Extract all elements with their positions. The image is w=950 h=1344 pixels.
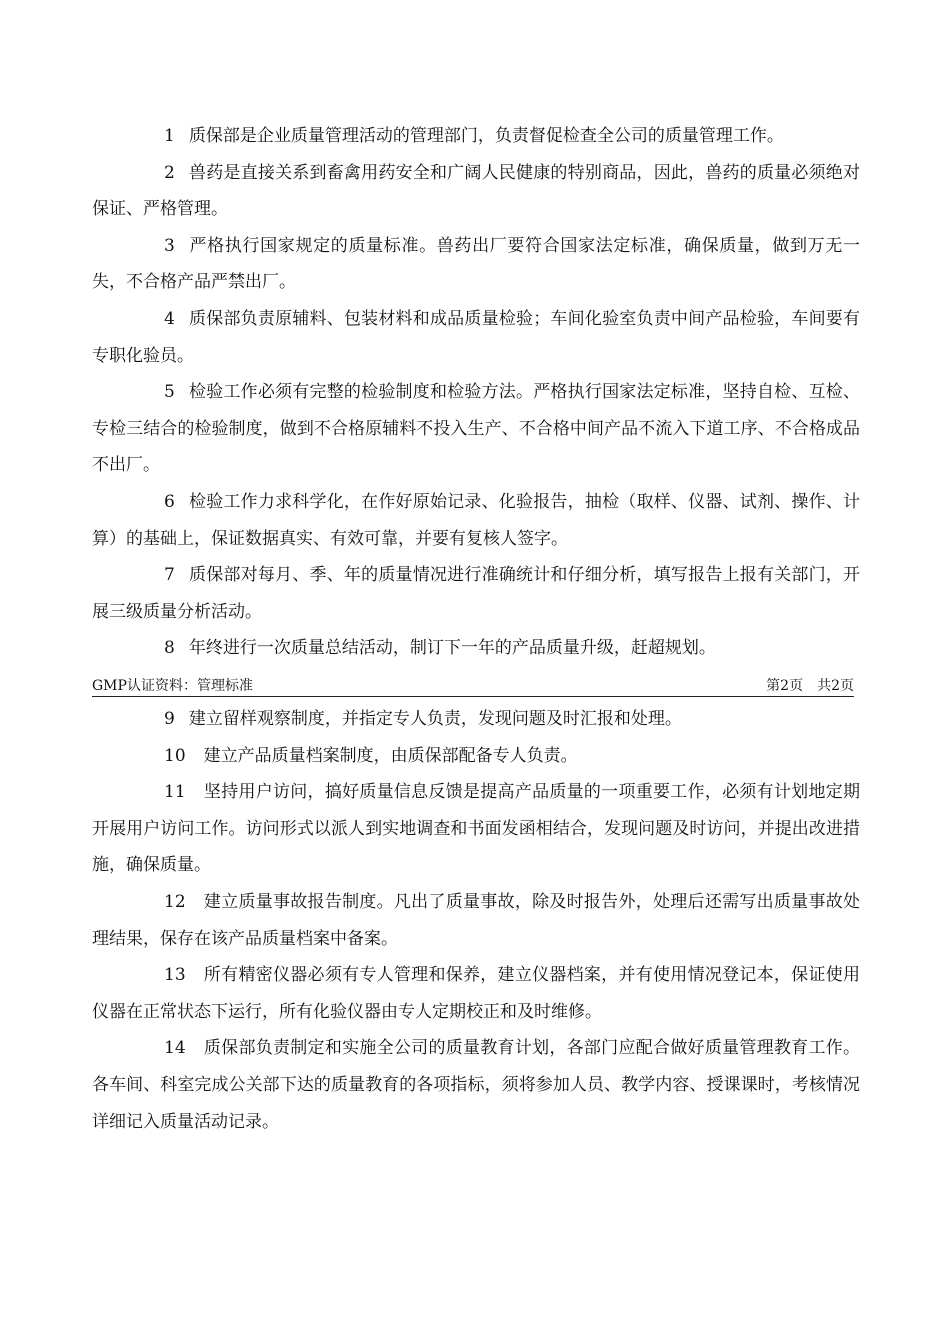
paragraph-text: 质保部对每月、季、年的质量情况进行准确统计和仔细分析，填写报告上报有关部门，开展三级质量分析活动。 [92,565,860,622]
page-footer [92,676,854,697]
content-section-1 [92,118,860,667]
paragraph-text: 检验工作必须有完整的检验制度和检验方法。严格执行国家法定标准，坚持自检、互检、专检三结合的检验制度，做到不合格原辅料不投入生产、不合格中间产品不流入下道工序、不合格成品不出厂。 [92,382,860,476]
paragraph-3 [92,228,860,301]
paragraph-text: 严格执行国家规定的质量标准。兽药出厂要符合国家法定标准，确保质量，做到万无一失，不合格产品严禁出厂。 [92,235,860,293]
paragraph-text: 检验工作力求科学化，在作好原始记录、化验报告，抽检（取样、仪器、试剂、操作、计算）的基础上，保证数据真实、有效可靠，并要有复核人签字。 [92,491,860,549]
paragraph-text: 建立留样观察制度，并指定专人负责，发现问题及时汇报和处理。 [188,709,682,729]
paragraph-number: 14 [164,1038,186,1059]
footer-page-info [766,676,854,696]
paragraph-text: 建立产品质量档案制度，由质保部配备专人负责。 [203,745,578,766]
paragraph-1 [92,118,860,155]
paragraph-4 [92,301,860,374]
paragraph-5 [92,374,860,484]
footer-page-total: 共2页 [817,678,854,694]
paragraph-14 [92,1030,860,1140]
paragraph-9 [92,701,860,738]
paragraph-number: 7 [164,565,175,586]
paragraph-text: 所有精密仪器必须有专人管理和保养，建立仪器档案，并有使用情况登记本，保证使用仪器在正常状态下运行，所有化验仪器由专人定期校正和及时维修。 [92,965,860,1022]
paragraph-number: 5 [164,382,175,403]
paragraph-13 [92,957,860,1030]
footer-page-number: 第2页 [766,678,804,694]
paragraph-number: 12 [164,891,186,912]
paragraph-text: 年终进行一次质量总结活动，制订下一年的产品质量升级，赶超规划。 [188,638,716,659]
paragraph-number: 4 [164,308,175,329]
paragraph-number: 9 [164,709,175,729]
paragraph-number: 1 [164,126,175,146]
content-section-2 [92,701,860,1140]
paragraph-11 [92,774,860,884]
paragraph-7 [92,557,860,630]
paragraph-number: 11 [164,782,186,803]
paragraph-number: 3 [164,235,175,256]
paragraph-number: 13 [164,965,186,986]
paragraph-number: 2 [164,162,175,183]
paragraph-text: 兽药是直接关系到畜禽用药安全和广阔人民健康的特别商品，因此，兽药的质量必须绝对保证、严格管理。 [92,162,860,220]
paragraph-text: 质保部负责制定和实施全公司的质量教育计划，各部门应配合做好质量管理教育工作。各车间、科室完成公关部下达的质量教育的各项指标，须将参加人员、教学内容、授课课时，考核情况详细记入质量活动记录。 [92,1038,860,1132]
paragraph-number: 10 [164,745,186,766]
paragraph-text: 建立质量事故报告制度。凡出了质量事故，除及时报告外，处理后还需写出质量事故处理结果，保存在该产品质量档案中备案。 [92,891,860,949]
paragraph-8 [92,630,860,667]
paragraph-text: 坚持用户访问，搞好质量信息反馈是提高产品质量的一项重要工作，必须有计划地定期开展用户访问工作。访问形式以派人到实地调查和书面发函相结合，发现问题及时访问，并提出改进措施，确保质量。 [92,782,860,876]
paragraph-text: 质保部是企业质量管理活动的管理部门，负责督促检查全公司的质量管理工作。 [188,126,784,146]
paragraph-text: 质保部负责原辅料、包装材料和成品质量检验；车间化验室负责中间产品检验，车间要有专职化验员。 [92,308,860,366]
paragraph-6 [92,484,860,557]
paragraph-12 [92,884,860,957]
paragraph-2 [92,155,860,228]
paragraph-number: 6 [164,491,175,512]
paragraph-10 [92,738,860,775]
paragraph-number: 8 [164,638,175,659]
footer-document-label: GMP认证资料：管理标准 [92,678,253,694]
